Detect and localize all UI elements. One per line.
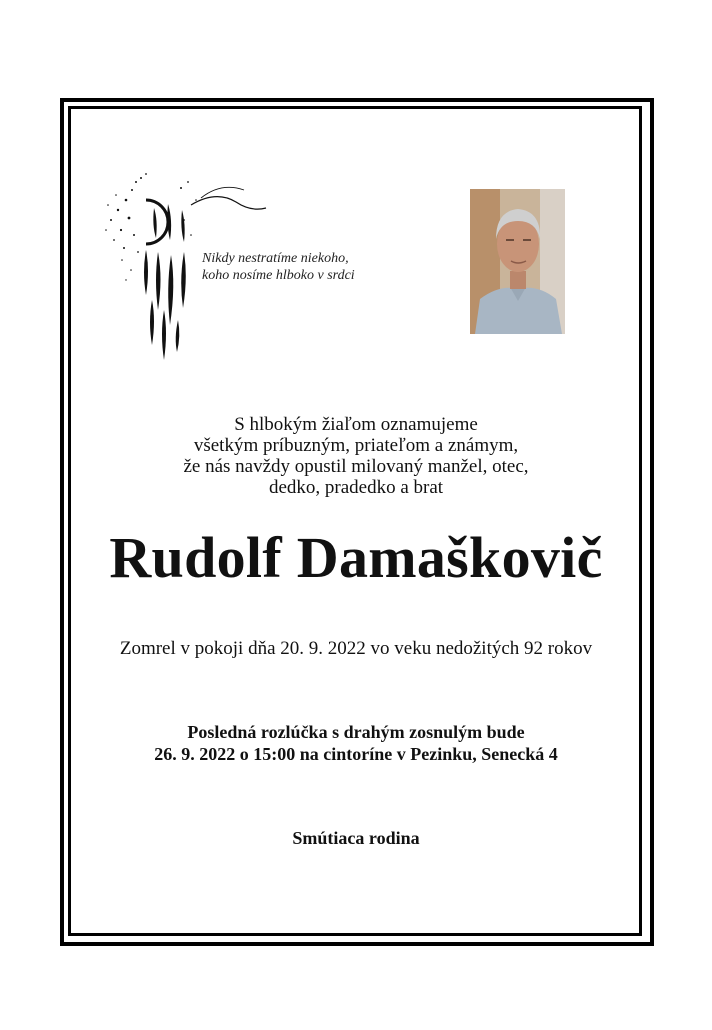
motto-quote [202,250,422,284]
motto-line-1: Nikdy nestratíme niekoho, [202,251,349,266]
announcement-line-2: všetkým príbuzným, priateľom a známym, [193,435,519,456]
announcement-text [90,414,622,498]
motto-line-2: koho nosíme hlboko v srdci [202,268,355,283]
signature: Smútiaca rodina [292,828,420,848]
funeral-info [70,721,642,765]
death-info: Zomrel v pokoji dňa 20. 9. 2022 vo veku nedožitých 92 rokov [119,638,593,659]
funeral-line-1: Posledná rozlúčka s drahým zosnulým bude [187,722,525,742]
deceased-name: Rudolf Damaškovič [109,525,603,590]
announcement-line-4: dedko, pradedko a brat [268,477,444,498]
announcement-line-3: že nás navždy opustil milovaný manžel, otec, [183,456,529,477]
portrait-photo [470,189,565,334]
announcement-line-1: S hlbokým žiaľom oznamujeme [234,414,478,435]
funeral-line-2: 26. 9. 2022 o 15:00 na cintoríne v Pezinku, Senecká 4 [154,744,558,764]
